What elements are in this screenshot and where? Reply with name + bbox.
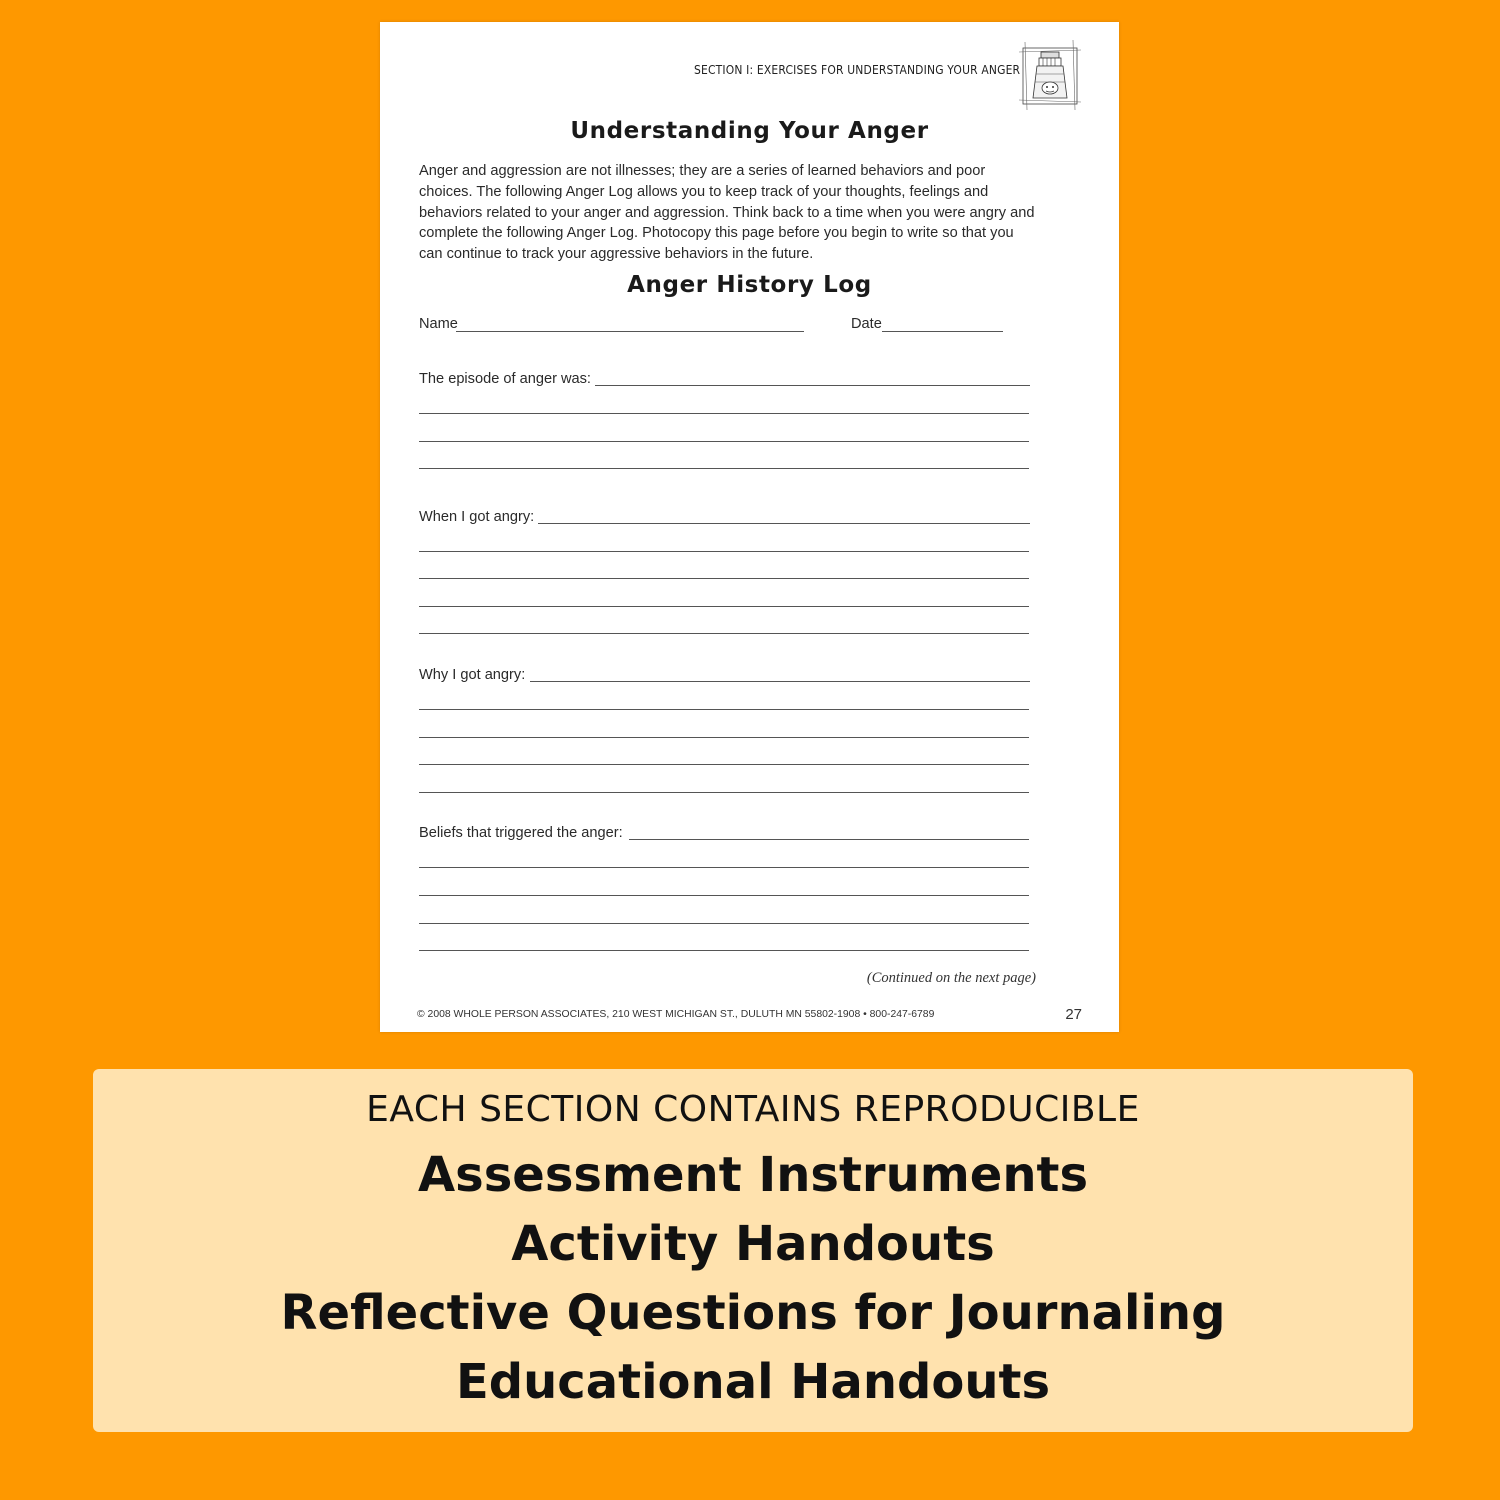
question-label: The episode of anger was: xyxy=(419,371,591,387)
question-label: Why I got angry: xyxy=(419,667,526,683)
answer-line[interactable] xyxy=(595,385,1030,386)
answer-line[interactable] xyxy=(419,633,1029,634)
question-label: When I got angry: xyxy=(419,509,535,525)
answer-line[interactable] xyxy=(419,709,1029,710)
answer-line[interactable] xyxy=(419,737,1029,738)
answer-line[interactable] xyxy=(419,867,1029,868)
log-title: Anger History Log xyxy=(627,272,872,298)
banner-subtitle: EACH SECTION CONTAINS REPRODUCIBLE xyxy=(366,1089,1140,1130)
answer-line[interactable] xyxy=(629,839,1029,840)
section-header: SECTION I: EXERCISES FOR UNDERSTANDING YOUR ANGER xyxy=(694,62,1021,77)
answer-line[interactable] xyxy=(419,895,1029,896)
intro-paragraph: Anger and aggression are not illnesses; they are a series of learned behaviors and poor choices. The following Anger Log allows you to keep track of your thoughts, feelings and behaviors related to your anger and aggression. Think back to a time when you were angry and complete the following Anger Log. Photocopy this page before you begin to write so that you can continue to track your aggressive behaviors in the future. xyxy=(419,163,1035,263)
page-title: Understanding Your Anger xyxy=(570,118,929,144)
answer-line[interactable] xyxy=(419,578,1029,579)
banner-item: Activity Handouts xyxy=(511,1216,995,1272)
features-banner xyxy=(93,1069,1413,1432)
answer-line[interactable] xyxy=(419,551,1029,552)
date-field[interactable] xyxy=(882,331,1003,332)
answer-line[interactable] xyxy=(419,468,1029,469)
answer-line[interactable] xyxy=(419,606,1029,607)
copyright-footer: © 2008 WHOLE PERSON ASSOCIATES, 210 WEST MICHIGAN ST., DULUTH MN 55802-1908 • 800-247-6789 xyxy=(417,1009,935,1020)
answer-line[interactable] xyxy=(419,441,1029,442)
answer-line[interactable] xyxy=(419,764,1029,765)
continued-note: (Continued on the next page) xyxy=(866,970,1036,986)
lighthouse-sketch-icon xyxy=(1019,40,1081,110)
name-label: Name xyxy=(419,316,458,332)
banner-item: Educational Handouts xyxy=(455,1354,1051,1410)
date-label: Date xyxy=(851,316,882,332)
name-field[interactable] xyxy=(456,331,804,332)
answer-line[interactable] xyxy=(419,923,1029,924)
answer-line[interactable] xyxy=(530,681,1030,682)
page-number: 27 xyxy=(1065,1006,1082,1023)
question-label: Beliefs that triggered the anger: xyxy=(419,825,623,841)
answer-line[interactable] xyxy=(538,523,1030,524)
answer-line[interactable] xyxy=(419,950,1029,951)
banner-item: Assessment Instruments xyxy=(417,1147,1089,1203)
answer-line[interactable] xyxy=(419,413,1029,414)
answer-line[interactable] xyxy=(419,792,1029,793)
banner-item: Reflective Questions for Journaling xyxy=(280,1285,1226,1341)
